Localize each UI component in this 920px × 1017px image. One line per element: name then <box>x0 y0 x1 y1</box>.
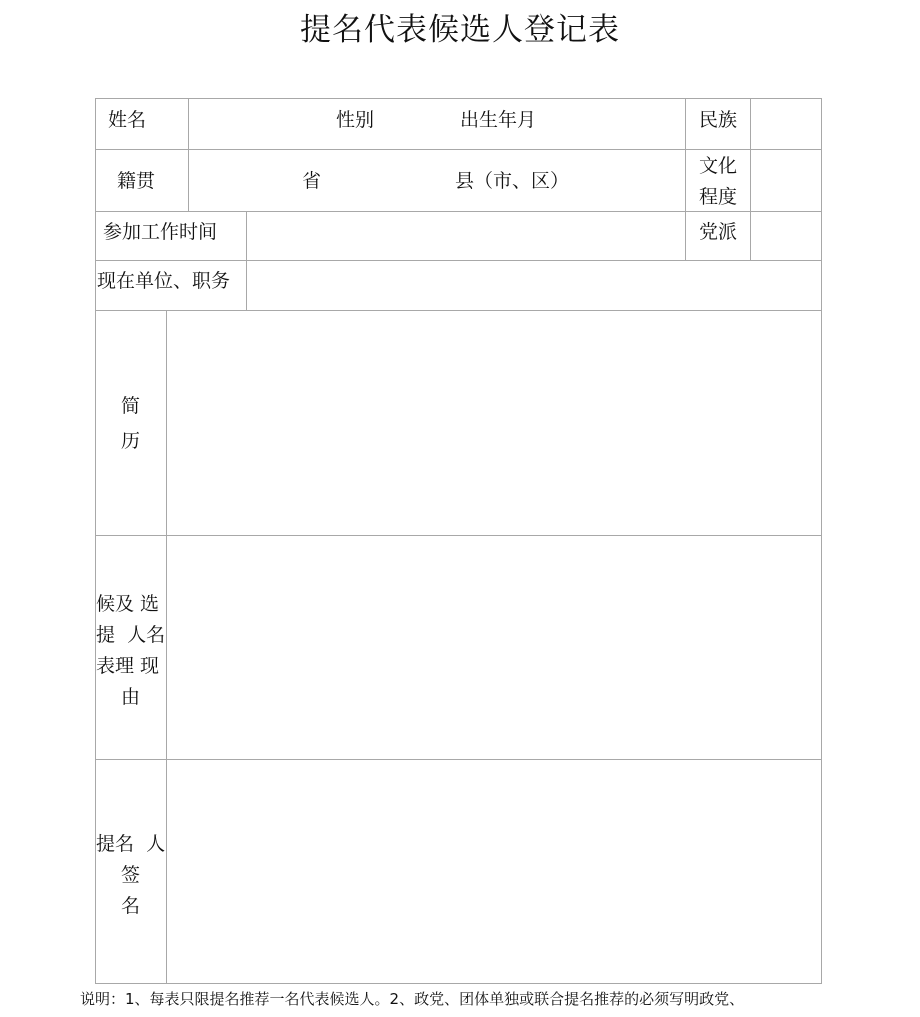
work-start-label: 参加工作时间 <box>103 221 218 243</box>
reason-label-line1: 候及 选 <box>96 593 160 615</box>
col-divider <box>188 98 189 211</box>
resume-field[interactable] <box>168 312 820 534</box>
table-border-right <box>821 98 822 984</box>
row-divider <box>95 149 822 150</box>
nominator-signature-field[interactable] <box>168 761 820 982</box>
education-label-line2: 程度 <box>699 186 738 208</box>
nominator-label-line1: 提名 人 <box>96 833 166 855</box>
name-label: 姓名 <box>108 109 147 131</box>
ethnicity-field[interactable] <box>752 100 820 148</box>
reason-label-line2: 提 人名 <box>96 624 166 646</box>
reason-label-line3: 表理 现 <box>96 655 160 677</box>
resume-label-line2: 历 <box>121 430 141 452</box>
col-divider <box>246 211 247 310</box>
row-divider <box>95 535 822 536</box>
native-place-label: 籍贯 <box>117 170 156 192</box>
page-title: 提名代表候选人登记表 <box>300 12 620 48</box>
table-border-top <box>95 98 822 99</box>
current-unit-label: 现在单位、职务 <box>97 270 231 292</box>
table-border-bottom <box>95 983 822 984</box>
row-divider <box>95 310 822 311</box>
nomination-reason-field[interactable] <box>168 537 820 758</box>
row-divider <box>95 211 822 212</box>
party-field[interactable] <box>752 213 820 259</box>
county-label: 县（市、区） <box>455 170 570 192</box>
nominator-label-line3: 名 <box>121 895 141 917</box>
work-start-field[interactable] <box>248 213 683 259</box>
row-divider <box>95 260 822 261</box>
col-divider <box>166 310 167 983</box>
province-label: 省 <box>302 170 322 192</box>
birth-date-label: 出生年月 <box>460 109 537 131</box>
col-divider <box>750 98 751 260</box>
col-divider <box>685 98 686 260</box>
nominator-label-line2: 签 <box>121 864 141 886</box>
row-divider <box>95 759 822 760</box>
name-field[interactable] <box>190 100 330 148</box>
gender-label: 性别 <box>336 109 375 131</box>
resume-label-line1: 简 <box>121 395 141 417</box>
reason-label-line4: 由 <box>121 686 141 708</box>
education-field[interactable] <box>752 151 820 209</box>
party-label: 党派 <box>699 221 738 243</box>
education-label-line1: 文化 <box>699 155 738 177</box>
current-unit-field[interactable] <box>248 262 820 309</box>
ethnicity-label: 民族 <box>699 109 738 131</box>
form-instructions-note: 说明：1、每表只限提名推荐一名代表候选人。2、政党、团体单独或联合提名推荐的必须写明政党、 <box>80 990 745 1008</box>
